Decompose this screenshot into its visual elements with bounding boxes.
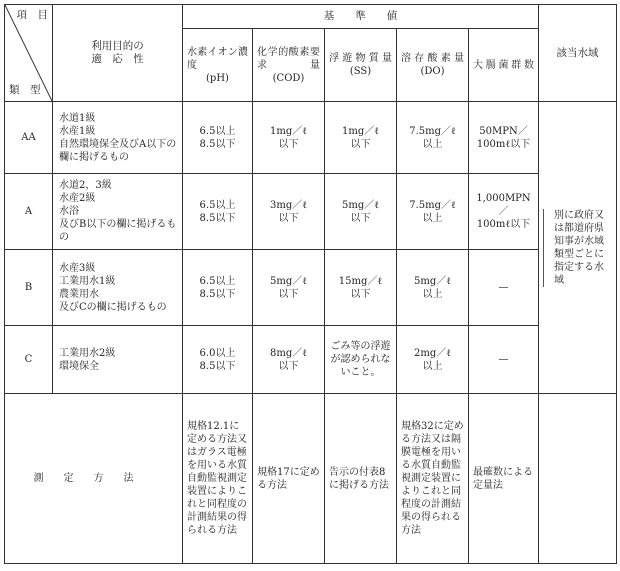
measure-row [5, 394, 617, 564]
col-cod-name: 化学的酸素要求量 [257, 46, 320, 71]
coli-cell: — [469, 326, 539, 394]
type-cell: AA [5, 102, 53, 174]
table-row [5, 174, 617, 250]
ss-cell: ごみ等の浮遊が認められないこと。 [325, 326, 397, 394]
do-cell: 7.5mg／ℓ 以上 [397, 102, 469, 174]
corner-cell [5, 5, 53, 102]
measure-label: 測定方法 [5, 394, 183, 564]
region-text: 別に政府又は都道府県知事が水域類型ごとに指定する水域 [543, 209, 612, 287]
ph-cell: 6.0以上 8.5以下 [183, 326, 253, 394]
standard-header: 基 準 値 [183, 5, 539, 29]
purpose-cell: 水産3級 工業用水1級 農業用水 及びCの欄に掲げるもの [53, 250, 183, 326]
type-cell: C [5, 326, 53, 394]
col-coli-header [469, 29, 539, 102]
table-row [5, 102, 617, 174]
cod-cell: 3mg／ℓ 以下 [253, 174, 325, 250]
purpose-header: 利用目的の 適 応 性 [53, 5, 183, 102]
measure-ph: 規格12.1に定める方法又はガラス電極を用いる水質自動監視測定装置によりこれと同程度の計測結果の得られる方法 [183, 394, 253, 564]
cod-cell: 5mg／ℓ 以下 [253, 250, 325, 326]
col-cod-unit: (COD) [272, 72, 305, 84]
col-cod-header [253, 29, 325, 102]
col-ss-unit: (SS) [349, 66, 372, 78]
col-do-name: 溶存酸素量 [401, 53, 464, 65]
col-ss-header [325, 29, 397, 102]
corner-type-label: 類 型 [9, 84, 41, 96]
ph-cell: 6.5以上 8.5以下 [183, 250, 253, 326]
col-coli-name: 大腸菌群数 [473, 59, 534, 71]
measure-coli: 最確数による定量法 [469, 394, 539, 564]
col-ph-header [183, 29, 253, 102]
col-do-header [397, 29, 469, 102]
measure-empty [539, 394, 617, 564]
do-cell: 5mg／ℓ 以上 [397, 250, 469, 326]
region-header: 該当水域 [539, 5, 617, 102]
table-row [5, 250, 617, 326]
measure-do: 規格32に定める方法又は隔膜電極を用いる水質自動監視測定装置によりこれと同程度の計測結果の得られる方法 [397, 394, 469, 564]
col-do-unit: (DO) [420, 66, 445, 78]
type-cell: B [5, 250, 53, 326]
do-cell: 7.5mg／ℓ 以上 [397, 174, 469, 250]
purpose-cell: 水道1級 水産1級 自然環境保全及びA以下の欄に掲げるもの [53, 102, 183, 174]
region-cell [539, 102, 617, 394]
ph-cell: 6.5以上 8.5以下 [183, 174, 253, 250]
do-cell: 2mg／ℓ 以上 [397, 326, 469, 394]
measure-ss: 告示の付表8に掲げる方法 [325, 394, 397, 564]
col-ph-unit: (pH) [206, 72, 229, 84]
ss-cell: 1mg／ℓ 以下 [325, 102, 397, 174]
water-standard-table [4, 4, 617, 564]
table-row [5, 326, 617, 394]
ss-cell: 5mg／ℓ 以下 [325, 174, 397, 250]
ph-cell: 6.5以上 8.5以下 [183, 102, 253, 174]
purpose-cell: 工業用水2級 環境保全 [53, 326, 183, 394]
purpose-cell: 水道2，3級 水産2級 水浴 及びB以下の欄に掲げるもの [53, 174, 183, 250]
corner-item-label: 項 目 [16, 9, 48, 21]
cod-cell: 8mg／ℓ 以下 [253, 326, 325, 394]
coli-cell: 50MPN／ 100mℓ以下 [469, 102, 539, 174]
col-ss-name: 浮遊物質量 [329, 53, 392, 65]
measure-cod: 規格17に定める方法 [253, 394, 325, 564]
type-cell: A [5, 174, 53, 250]
col-ph-name: 水素イオン濃度 [187, 46, 248, 71]
coli-cell: 1,000MPN／ 100mℓ以下 [469, 174, 539, 250]
coli-cell: — [469, 250, 539, 326]
cod-cell: 1mg／ℓ 以下 [253, 102, 325, 174]
ss-cell: 15mg／ℓ 以下 [325, 250, 397, 326]
